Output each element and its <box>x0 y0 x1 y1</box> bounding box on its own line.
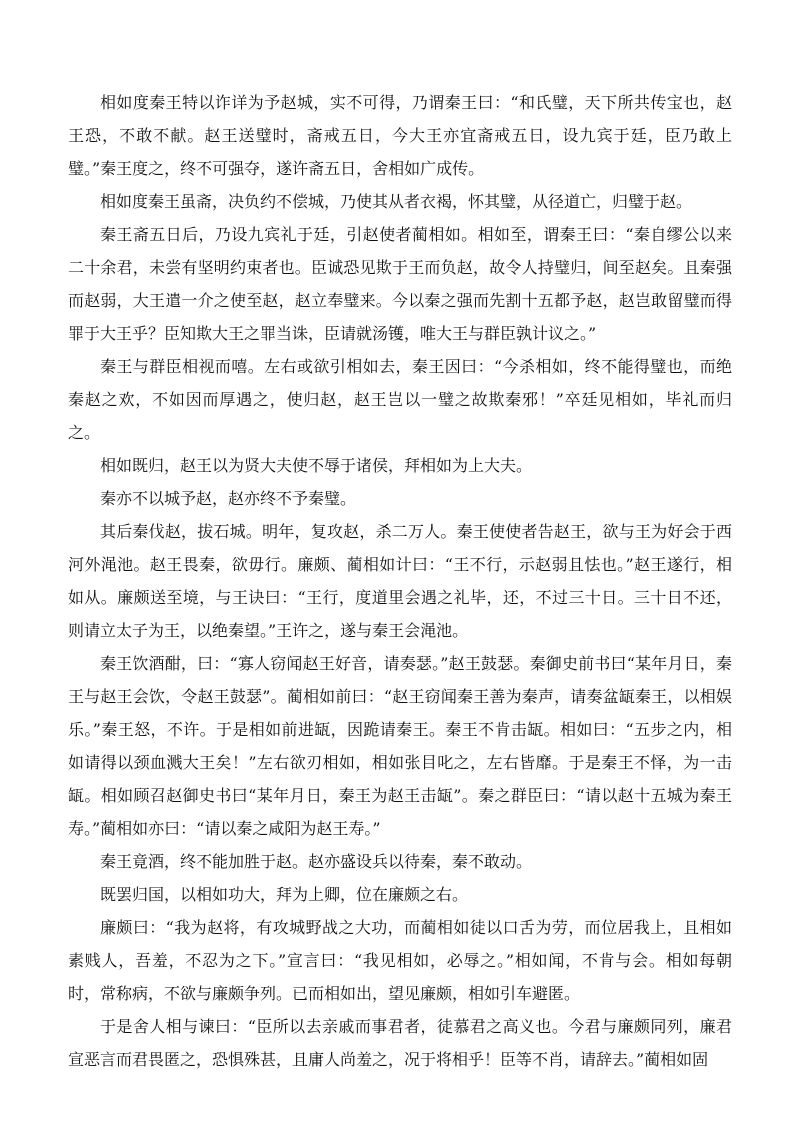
paragraph-4: 秦王与群臣相视而嘻。左右或欲引相如去，秦王因曰：“今杀相如，终不能得璧也，而绝秦赵之欢，不如因而厚遇之，使归赵，赵王岂以一璧之故欺秦邪！”卒廷见相如，毕礼而归之。 <box>68 357 732 442</box>
paragraph-12: 于是舍人相与谏曰：“臣所以去亲戚而事君者，徒慕君之高义也。今君与廉颇同列，廉君宣恶言而君畏匿之，恐惧殊甚，且庸人尚羞之，况于将相乎！臣等不肖，请辞去。”蔺相如固 <box>68 1017 732 1069</box>
document-body <box>68 86 732 1076</box>
paragraph-3: 秦王斋五日后，乃设九宾礼于廷，引赵使者蔺相如。相如至，谓秦王曰：“秦自缪公以来二十余君，未尝有坚明约束者也。臣诚恐见欺于王而负赵，故令人持璧归，间至赵矣。且秦强而赵弱，大王遣一介之使至赵，赵立奉璧来。今以秦之强而先割十五都予赵，赵岂敢留璧而得罪于大王乎？臣知欺大王之罪当诛，臣请就汤镬，唯大王与群臣孰计议之。” <box>68 225 732 343</box>
paragraph-6: 秦亦不以城予赵，赵亦终不予秦璧。 <box>100 489 357 508</box>
paragraph-11: 廉颇曰：“我为赵将，有攻城野战之大功，而蔺相如徒以口舌为劳，而位居我上，且相如素贱人，吾羞，不忍为之下。”宣言曰：“我见相如，必辱之。”相如闻，不肯与会。相如每朝时，常称病，不欲与廉颇争列。已而相如出，望见廉颇，相如引车避匿。 <box>68 918 732 1003</box>
paragraph-1: 相如度秦王特以诈详为予赵城，实不可得，乃谓秦王曰：“和氏璧，天下所共传宝也，赵王恐，不敢不献。赵王送璧时，斋戒五日，今大王亦宜斋戒五日，设九宾于廷，臣乃敢上璧。”秦王度之，终不可强夺，遂许斋五日，舍相如广成传。 <box>68 93 732 178</box>
paragraph-7: 其后秦伐赵，拔石城。明年，复攻赵，杀二万人。秦王使使者告赵王，欲与王为好会于西河外渑池。赵王畏秦，欲毋行。廉颇、蔺相如计曰：“王不行，示赵弱且怯也。”赵王遂行，相如从。廉颇送至境，与王诀曰：“王行，度道里会遇之礼毕，还，不过三十日。三十日不还，则请立太子为王，以绝秦望。”王许之，遂与秦王会渑池。 <box>68 522 732 640</box>
paragraph-10: 既罢归国，以相如功大，拜为上卿，位在廉颇之右。 <box>100 885 469 904</box>
paragraph-8: 秦王饮酒酣，曰：“寡人窃闻赵王好音，请奏瑟。”赵王鼓瑟。秦御史前书曰“某年月日，秦王与赵王会饮，令赵王鼓瑟”。蔺相如前曰：“赵王窃闻秦王善为秦声，请奏盆缻秦王，以相娱乐。”秦王怒，不许。于是相如前进缻，因跪请秦王。秦王不肯击缻。相如曰：“五步之内，相如请得以颈血溅大王矣！”左右欲刃相如，相如张目叱之，左右皆靡。于是秦王不怿，为一击缻。相如顾召赵御史书曰“某年月日，秦王为赵王击缻”。秦之群臣曰：“请以赵十五城为秦王寿。”蔺相如亦曰：“请以秦之咸阳为赵王寿。” <box>68 654 732 838</box>
paragraph-2: 相如度秦王虽斋，决负约不偿城，乃使其从者衣褐，怀其璧，从径道亡，归璧于赵。 <box>100 192 693 211</box>
paragraph-5: 相如既归，赵王以为贤大夫使不辱于诸侯，拜相如为上大夫。 <box>100 456 533 475</box>
paragraph-9: 秦王竟酒，终不能加胜于赵。赵亦盛设兵以待秦，秦不敢动。 <box>100 852 533 871</box>
